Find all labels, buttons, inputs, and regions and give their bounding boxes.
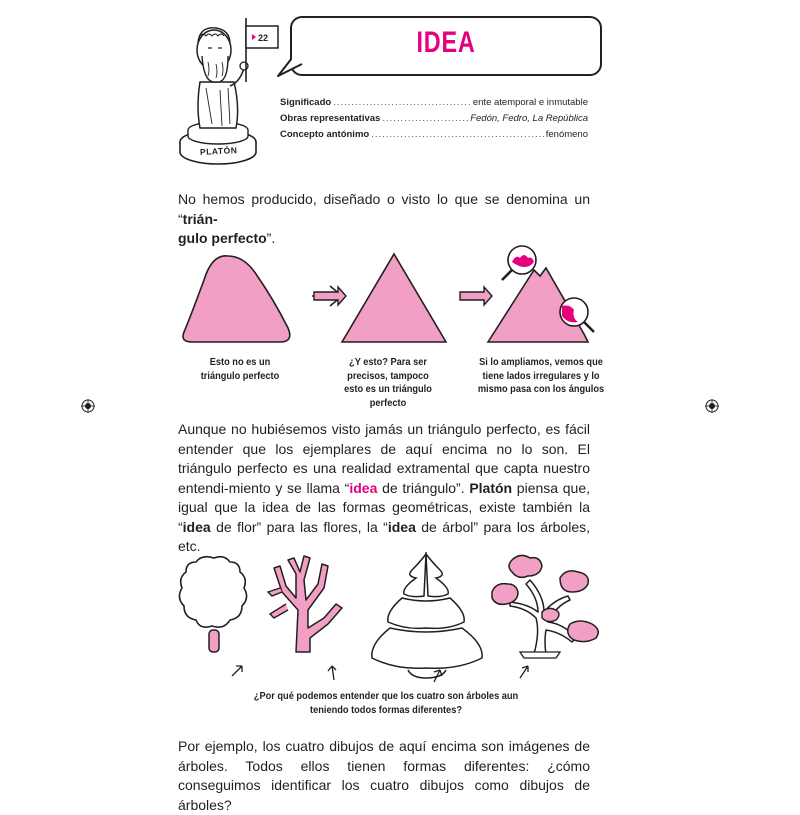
flag-number: 22 bbox=[258, 33, 269, 43]
pedestal-name: PLATÓN bbox=[199, 145, 238, 157]
triangles-illustration bbox=[170, 240, 610, 352]
definition-value: fenómeno bbox=[545, 129, 588, 140]
bubble-tail bbox=[276, 56, 306, 80]
caption-sharp-triangle: ¿Y esto? Para ser precisos, tampoco esto es un triángulo perfecto bbox=[344, 356, 432, 409]
trees-illustration bbox=[176, 548, 616, 684]
definition-value: Fedón, Fedro, La República bbox=[470, 113, 588, 124]
paragraph-trees: Por ejemplo, los cuatro dibujos de aquí encima son imágenes de árboles. Todos ellos tienen formas diferentes: ¿cómo conseguimos identificar los cuatro dibujos como dibujos de árboles? bbox=[178, 738, 590, 813]
definition-key: Concepto antónimo bbox=[280, 129, 370, 140]
paragraph-intro: No hemos producido, diseñado o visto lo que se denomina un “trián- gulo perfecto”. bbox=[178, 191, 590, 246]
caption-rounded-triangle: Esto no es un triángulo perfecto bbox=[200, 356, 280, 382]
paragraph-idea: Aunque no hubiésemos visto jamás un triángulo perfecto, es fácil entender que los ejemplares de aquí encima no lo son. El triángulo perfecto es una realidad extramental que capta nuestro entendi-miento y se llama “idea de triángulo”. Platón piensa que, igual que la idea de las formas geométricas, existe también la “idea de flor” para las flores, la “idea de árbol” para los árboles, etc. bbox=[178, 421, 591, 554]
registration-mark-right bbox=[705, 399, 719, 413]
title-bubble bbox=[290, 16, 602, 76]
definition-row bbox=[280, 113, 588, 125]
definition-row bbox=[280, 97, 588, 109]
caption-magnified-triangle: Si lo ampliamos, vemos que tiene lados irregulares y lo mismo pasa con los ángulos bbox=[477, 356, 605, 395]
definition-row bbox=[280, 129, 588, 141]
definition-key: Significado bbox=[280, 97, 332, 108]
definition-key: Obras representativas bbox=[280, 113, 381, 124]
caption-trees: ¿Por qué podemos entender que los cuatro son árboles aun teniendo todos formas diferentes? bbox=[253, 690, 519, 716]
registration-mark-left bbox=[81, 399, 95, 413]
definition-value: ente atemporal e inmutable bbox=[472, 97, 588, 108]
page-title: IDEA bbox=[416, 26, 476, 59]
